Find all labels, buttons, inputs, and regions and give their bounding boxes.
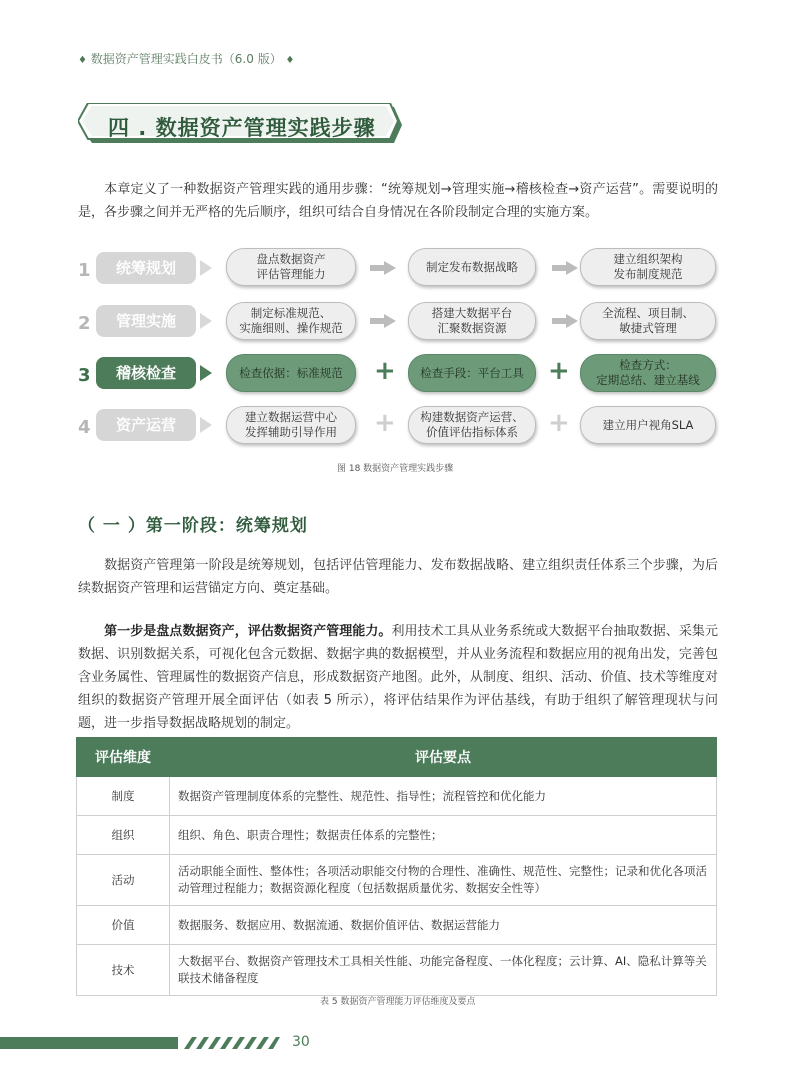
step-item-text: 检查方式： 定期总结、建立基线: [596, 358, 700, 387]
header-title: 数据资产管理实践白皮书（6.0 版）: [90, 52, 282, 66]
stage-text: 数据资产管理第一阶段是统筹规划，包括评估管理能力、发布数据战略、建立组织责任体系三个步骤，为后续数据资产管理和运营锚定方向、奠定基础。: [78, 558, 718, 596]
chapter-banner: [78, 103, 403, 147]
triangle-arrow-icon: [200, 313, 212, 329]
evaluation-table: [76, 737, 717, 996]
figure-caption: 图 18 数据资产管理实践步骤: [337, 464, 454, 474]
dimension-cell: 活动: [77, 855, 170, 906]
practice-steps-diagram: [70, 244, 730, 454]
step-number: 2: [78, 313, 91, 334]
table-header-cell: 评估要点: [170, 738, 717, 777]
arrow-right-icon: [370, 261, 396, 275]
table-row: [77, 777, 717, 816]
table-row: [77, 906, 717, 945]
section-heading: （ 一 ）第一阶段：统筹规划: [78, 516, 308, 536]
plus-icon: +: [374, 356, 396, 386]
step-item: [580, 354, 716, 392]
step-item: [580, 406, 716, 444]
arrow-right-icon: [370, 314, 396, 328]
running-header: [78, 50, 295, 67]
dimension-cell: 制度: [77, 777, 170, 816]
step-item-text: 全流程、项目制、 敏捷式管理: [602, 306, 694, 335]
step-item: [408, 406, 536, 444]
step-item: [408, 302, 536, 340]
step-item: [580, 248, 716, 286]
step-item-text: 搭建大数据平台 汇聚数据资源: [431, 306, 513, 335]
page-number: 30: [292, 1034, 310, 1050]
step-item-text: 建立组织架构 发布制度规范: [613, 252, 683, 281]
step-item-text: 盘点数据资产 评估管理能力: [256, 252, 326, 281]
step-item-text: 制定发布数据战略: [426, 259, 518, 274]
step-item: [226, 354, 356, 392]
table-header-row: [77, 738, 717, 777]
step-number: 3: [78, 365, 91, 386]
step-number: 1: [78, 260, 91, 281]
table-row: [77, 855, 717, 906]
stage-box-audit: 稽核检查: [96, 357, 196, 389]
intro-text: 本章定义了一种数据资产管理实践的通用步骤：“统筹规划→管理实施→稽核检查→资产运营”。需要说明的是，各步骤之间并无严格的先后顺序，组织可结合自身情况在各阶段制定合理的实施方案。: [78, 182, 718, 220]
step-item-text: 检查依据：标准规范: [239, 365, 343, 380]
dimension-cell: 组织: [77, 816, 170, 855]
plus-icon: +: [548, 356, 570, 386]
footer-stripe-bar: [0, 1037, 280, 1049]
step-body-text: 利用技术工具从业务系统或大数据平台抽取数据、采集元数据、识别数据关系，可视化包含元数据、数据字典的数据模型，并从业务流程和数据应用的视角出发，完善包含业务属性、管理属性的数据资产信息，形成数据资产地图。此外，从制度、组织、活动、价值、技术等维度对组织的数据资产管理开展全面评估（如表 5 所示），将评估结果作为评估基线，有助于组织了解管理现状与问题，进一步指导数据战略规划的制定。: [78, 624, 718, 731]
table-row: [77, 816, 717, 855]
step-item-text: 建立用户视角SLA: [602, 417, 694, 432]
dimension-cell: 价值: [77, 906, 170, 945]
step-item-text: 建立数据运营中心 发挥辅助引导作用: [245, 410, 337, 439]
diamond-icon: ♦: [285, 55, 295, 66]
triangle-arrow-icon: [200, 260, 212, 276]
step-paragraph: [78, 620, 718, 735]
diamond-icon: ♦: [78, 55, 87, 66]
step-bold-text: 第一步是盘点数据资产，评估数据资产管理能力。: [104, 624, 392, 639]
point-cell: 数据资产管理制度体系的完整性、规范性、指导性；流程管控和优化能力: [170, 777, 717, 816]
step-item-text: 制定标准规范、 实施细则、操作规范: [239, 306, 343, 335]
chapter-title: 四 . 数据资产管理实践步骤: [108, 116, 376, 140]
plus-icon: +: [548, 408, 570, 438]
step-item: [226, 248, 356, 286]
stage-box-planning: 统筹规划: [96, 252, 196, 284]
step-item: [408, 248, 536, 286]
stage-box-operation: 资产运营: [96, 409, 196, 441]
triangle-arrow-icon: [200, 365, 212, 381]
point-cell: 组织、角色、职责合理性；数据责任体系的完整性；: [170, 816, 717, 855]
step-item: [408, 354, 536, 392]
table-row: [77, 945, 717, 996]
step-item-text: 检查手段：平台工具: [420, 365, 524, 380]
plus-icon: +: [374, 408, 396, 438]
intro-paragraph: [78, 178, 718, 224]
point-cell: 活动职能全面性、整体性；各项活动职能交付物的合理性、准确性、规范性、完整性；记录和优化各项活动管理过程能力；数据资源化程度（包括数据质量优劣、数据安全性等）: [170, 855, 717, 906]
arrow-right-icon: [552, 314, 578, 328]
step-number: 4: [78, 417, 91, 438]
point-cell: 大数据平台、数据资产管理技术工具相关性能、功能完备程度、一体化程度；云计算、AI、隐私计算等关联技术储备程度: [170, 945, 717, 996]
table-caption: 表 5 数据资产管理能力评估维度及要点: [320, 997, 476, 1007]
point-cell: 数据服务、数据应用、数据流通、数据价值评估、数据运营能力: [170, 906, 717, 945]
step-item: [226, 302, 356, 340]
table-header-cell: 评估维度: [77, 738, 170, 777]
step-item: [580, 302, 716, 340]
step-item: [226, 406, 356, 444]
step-item-text: 构建数据资产运营、 价值评估指标体系: [420, 410, 524, 439]
triangle-arrow-icon: [200, 417, 212, 433]
arrow-right-icon: [552, 261, 578, 275]
dimension-cell: 技术: [77, 945, 170, 996]
stage-box-implementation: 管理实施: [96, 305, 196, 337]
stage-paragraph: [78, 554, 718, 600]
